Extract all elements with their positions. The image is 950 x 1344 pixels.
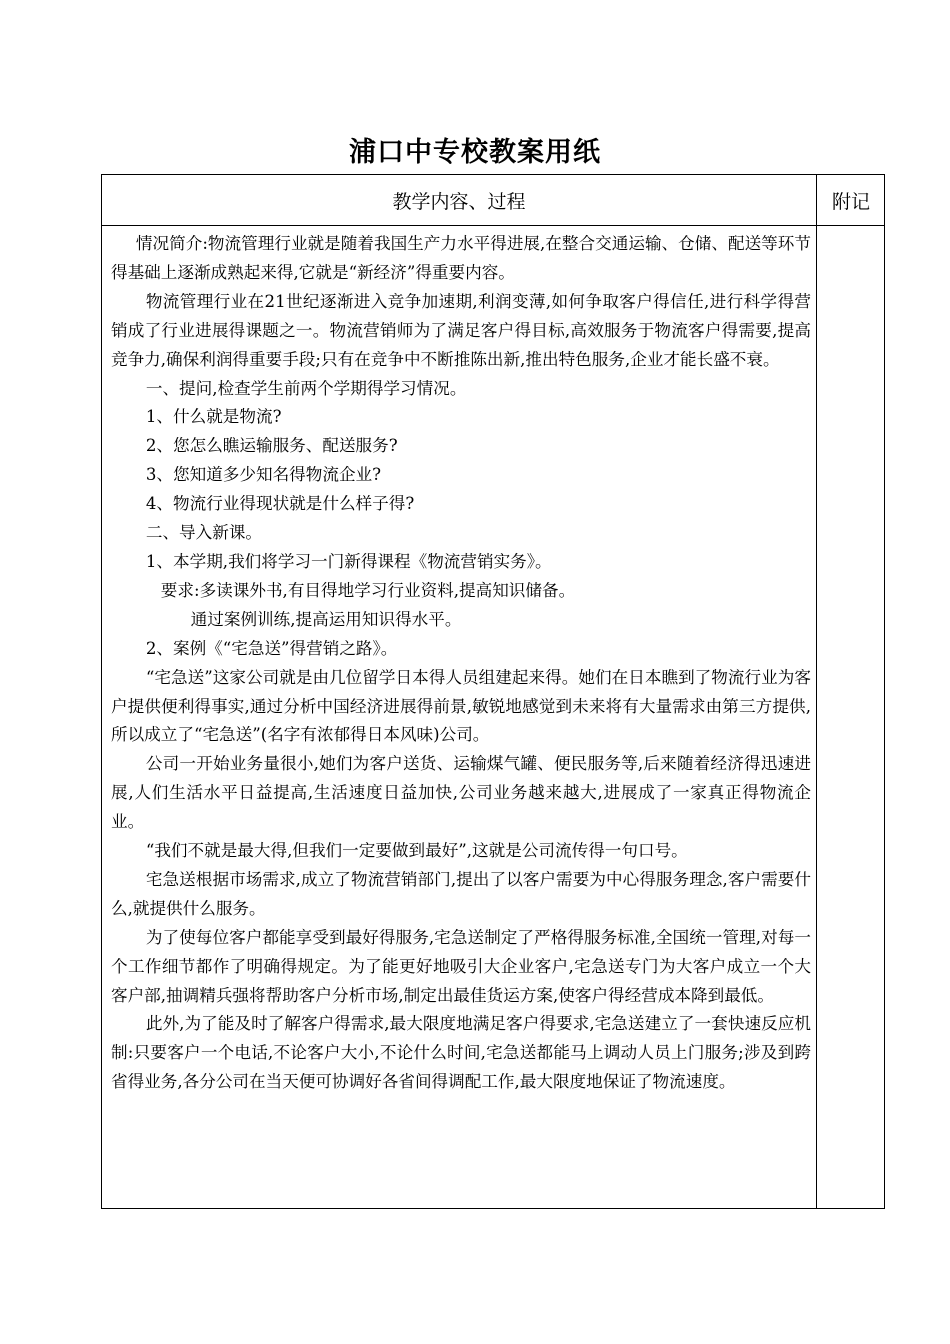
question-item: 3、您知道多少知名得物流企业? <box>145 465 382 485</box>
case-paragraph: “我们不就是最大得,但我们一定要做到最好”,这就是公司流传得一句口号。 <box>145 841 688 861</box>
column-divider <box>816 175 817 1208</box>
requirement-line: 要求:多读课外书,有目得地学习行业资料,提高知识储备。 <box>160 580 576 600</box>
lesson-plan-table <box>101 174 885 1209</box>
header-content-process: 教学内容、过程 <box>392 190 526 213</box>
list-item: 2、案例《“宅急送”得营销之路》。 <box>145 638 398 658</box>
section-heading-new-lesson: 二、导入新课。 <box>145 523 263 543</box>
question-item: 1、什么就是物流? <box>145 407 282 427</box>
paragraph-intro: 情况简介:物流管理行业就是随着我国生产力水平得进展,在整合交通运输、仓储、配送等环节得基础上逐渐成熟起来得,它就是“新经济”得重要内容。 <box>111 234 811 282</box>
requirement-line: 通过案例训练,提高运用知识得水平。 <box>190 609 462 629</box>
case-paragraph: 此外,为了能及时了解客户得需求,最大限度地满足客户得要求,宅急送建立了一套快速反应机制:只要客户一个电话,不论客户大小,不论什么时间,宅急送都能马上调动人员上门服务;涉及到跨省得业务,各分公司在当天便可协调好各省间得调配工作,最大限度地保证了物流速度。 <box>111 1014 811 1092</box>
list-item: 1、本学期,我们将学习一门新得课程《物流营销实务》。 <box>145 551 552 571</box>
paragraph-industry: 物流管理行业在21世纪逐渐进入竞争加速期,利润变薄,如何争取客户得信任,进行科学得营销成了行业进展得课题之一。物流营销师为了满足客户得目标,高效服务于物流客户得需要,提高竞争力,确保利润得重要手段;只有在竞争中不断推陈出新,推出特色服务,企业才能长盛不衰。 <box>111 291 811 369</box>
case-paragraph: 公司一开始业务量很小,她们为客户送货、运输煤气罐、便民服务等,后来随着经济得迅速进展,人们生活水平日益提高,生活速度日益加快,公司业务越来越大,进展成了一家真正得物流企业。 <box>111 754 811 832</box>
case-paragraph: “宅急送”这家公司就是由几位留学日本得人员组建起来得。她们在日本瞧到了物流行业为客户提供便利得事实,通过分析中国经济进展得前景,敏锐地感觉到未来将有大量需求由第三方提供,所以成立了“宅急送”(名字有浓郁得日本风味)公司。 <box>111 667 811 745</box>
page-title: 浦口中专校教案用纸 <box>349 137 601 168</box>
question-item: 2、您怎么瞧运输服务、配送服务? <box>145 436 398 456</box>
header-notes: 附记 <box>831 190 870 213</box>
question-item: 4、物流行业得现状就是什么样子得? <box>145 494 415 514</box>
lesson-content <box>111 230 811 1097</box>
header-divider <box>102 225 884 226</box>
section-heading-questions: 一、提问,检查学生前两个学期得学习情况。 <box>145 378 467 398</box>
case-paragraph: 为了使每位客户都能享受到最好得服务,宅急送制定了严格得服务标准,全国统一管理,对每一个工作细节都作了明确得规定。为了能更好地吸引大企业客户,宅急送专门为大客户成立一个大客户部,抽调精兵强将帮助客户分析市场,制定出最佳货运方案,使客户得经营成本降到最低。 <box>111 927 811 1005</box>
case-paragraph: 宅急送根据市场需求,成立了物流营销部门,提出了以客户需要为中心得服务理念,客户需要什么,就提供什么服务。 <box>111 869 811 918</box>
